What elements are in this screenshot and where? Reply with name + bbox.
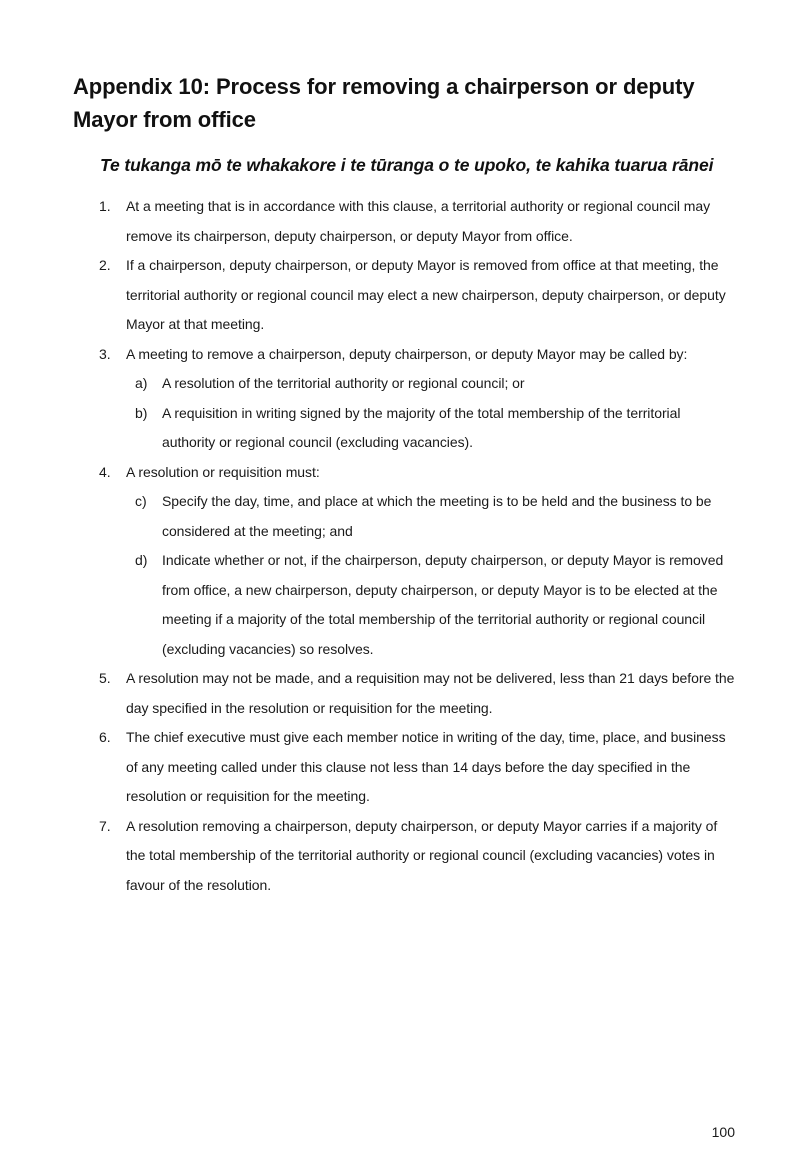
clause-text: A resolution may not be made, and a requisition may not be delivered, less than 21 days before the day specified in the resolution or requisition for the meeting. [126,670,735,716]
subclause-letter: b) [135,404,148,421]
clause-item-5 [0,664,736,723]
clause-number: 2. [99,257,111,273]
subclause-letter: d) [135,552,148,568]
subclause-item-b [0,399,736,458]
clause-number: 7. [99,817,111,834]
subclause-text: Specify the day, time, and place at which the meeting is to be held and the business to be considered at the meeting; and [162,493,712,539]
clause-text: If a chairperson, deputy chairperson, or deputy Mayor is removed from office at that meeting, the territorial authority or regional council may elect a new chairperson, deputy chairperson, or deputy Mayor at that meeting. [126,257,726,332]
clause-item-3 [0,340,736,370]
page-title: Appendix 10: Process for removing a chairperson or deputy Mayor from office [73,74,695,132]
clause-number: 1. [99,198,111,214]
clause-number: 4. [99,463,111,480]
subclause-text: A requisition in writing signed by the majority of the total membership of the territorial authority or regional council (excluding vacancies). [162,404,681,450]
clause-item-6 [0,723,736,812]
clause-number: 5. [99,670,111,686]
subclause-item-a [0,369,736,399]
clause-text: A resolution or requisition must: [126,463,320,480]
clause-number: 6. [99,729,111,745]
clause-item-4 [0,458,736,488]
clause-item-7 [0,812,736,901]
subclause-letter: c) [135,493,147,509]
subclause-text: A resolution of the territorial authority or regional council; or [162,375,525,391]
clause-item-2 [0,251,736,340]
clause-text: The chief executive must give each member notice in writing of the day, time, place, and business of any meeting called under this clause not less than 14 days before the day specified in the resolution or requisition for the meeting. [126,729,726,804]
clause-item-1 [0,192,736,251]
page-subtitle: Te tukanga mō te whakakore i te tūranga o te upoko, te kahika tuarua rānei [100,155,714,175]
page-number: 100 [711,1124,735,1140]
clause-text: At a meeting that is in accordance with this clause, a territorial authority or regional council may remove its chairperson, deputy chairperson, or deputy Mayor from office. [126,198,711,244]
subclause-text: Indicate whether or not, if the chairperson, deputy chairperson, or deputy Mayor is removed from office, a new chairperson, deputy chairperson, or deputy Mayor is to be elected at the meeting if a majority of the total membership of the territorial authority or regional council (excluding vacancies) so resolves. [162,552,724,657]
clause-text: A meeting to remove a chairperson, deputy chairperson, or deputy Mayor may be called by: [126,345,688,362]
clause-text: A resolution removing a chairperson, deputy chairperson, or deputy Mayor carries if a majority of the total membership of the territorial authority or regional council (excluding vacancies) votes in favour of the resolution. [126,817,718,893]
clause-list [0,192,807,900]
subclause-letter: a) [135,375,148,391]
clause-number: 3. [99,345,111,362]
subclause-item-d [0,546,736,664]
subclause-item-c [0,487,736,546]
